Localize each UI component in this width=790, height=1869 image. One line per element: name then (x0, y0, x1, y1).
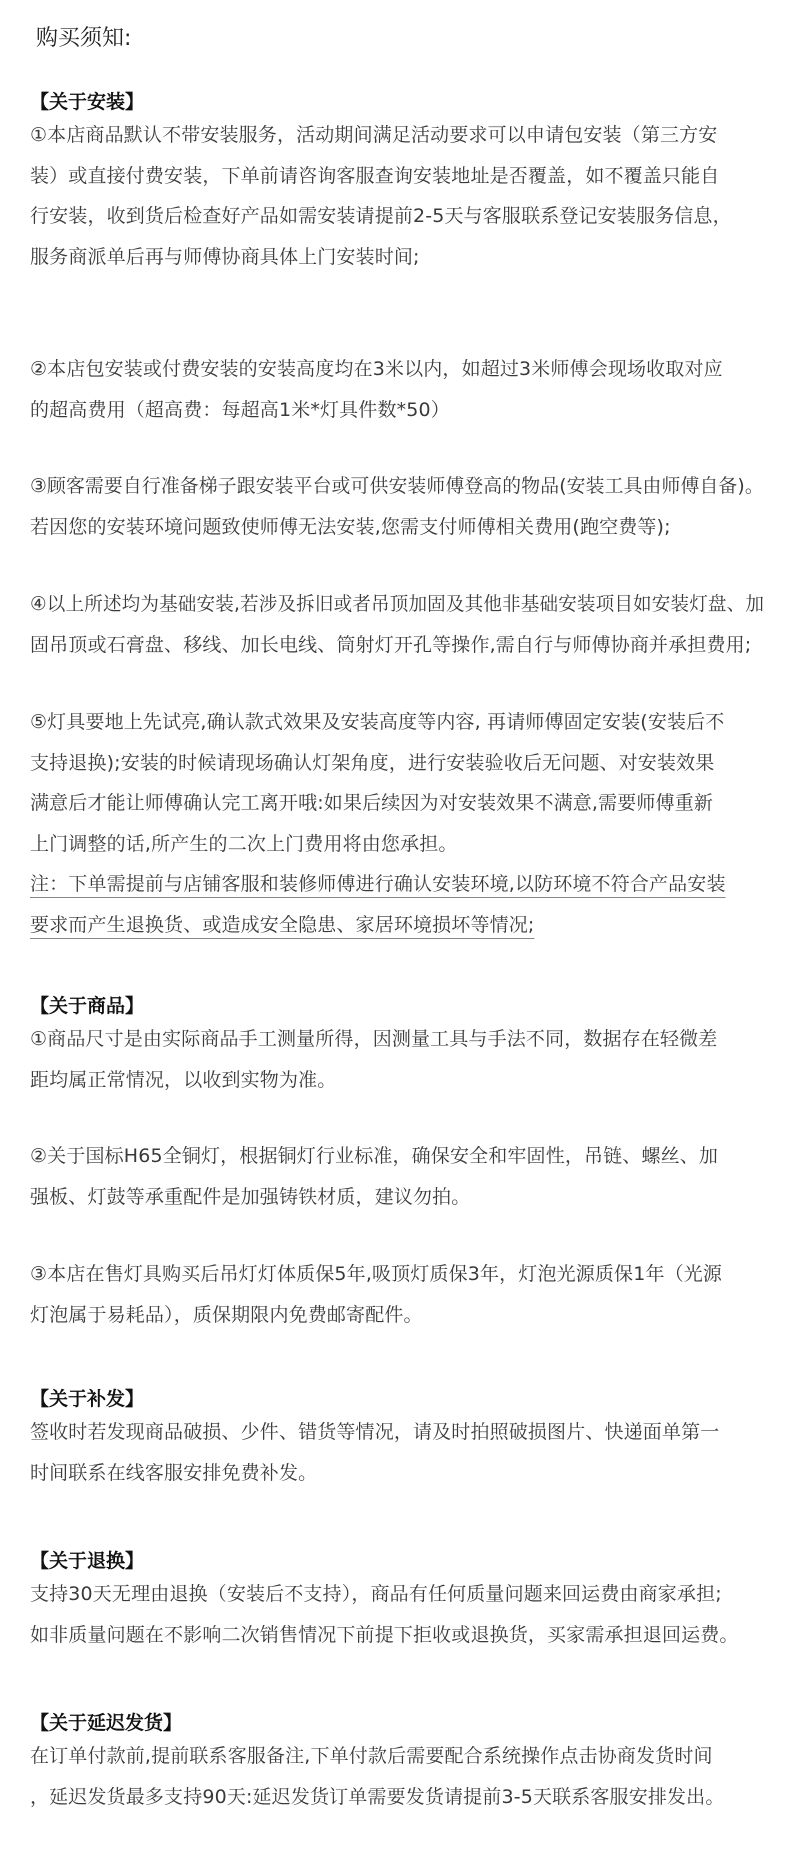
install-paragraph-3 (30, 466, 764, 547)
text-line: ②本店包安装或付费安装的安装高度均在3米以内，如超过3米师傅会现场收取对应 (30, 358, 723, 380)
reissue-paragraph (30, 1412, 764, 1493)
text-line: 支持30天无理由退换（安装后不支持），商品有任何质量问题来回运费由商家承担; (30, 1583, 722, 1605)
text-line: ⑤灯具要地上先试亮,确认款式效果及安装高度等内容, 再请师傅固定安装(安装后不 (30, 711, 725, 733)
text-line: ，延迟发货最多支持90天:延迟发货订单需要发货请提前3-5天联系客服安排发出。 (30, 1785, 725, 1808)
text-line: 时间联系在线客服安排免费补发。 (30, 1461, 318, 1484)
text-line: 的超高费用（超高费：每超高1米*灯具件数*50） (30, 398, 450, 421)
note-line: 注：下单需提前与店铺客服和装修师傅进行确认安装环境,以防环境不符合产品安装 (30, 873, 726, 895)
product-paragraph-2 (30, 1136, 764, 1217)
text-line: ①商品尺寸是由实际商品手工测量所得，因测量工具与手法不同，数据存在轻微差 (30, 1028, 718, 1050)
text-line: 如非质量问题在不影响二次销售情况下前提下拒收或退换货，买家需承担退回运费。 (30, 1623, 739, 1646)
section-heading-product: 【关于商品】 (30, 995, 145, 1017)
text-line: 距均属正常情况，以收到实物为准。 (30, 1068, 337, 1091)
text-line: 满意后才能让师傅确认完工离开哦:如果后续因为对安装效果不满意,需要师傅重新 (30, 792, 713, 815)
install-note (30, 864, 764, 945)
text-line: 固吊顶或石膏盘、移线、加长电线、筒射灯开孔等操作,需自行与师傅协商并承担费用; (30, 633, 752, 656)
install-paragraph-1 (30, 115, 764, 277)
text-line: ①本店商品默认不带安装服务，活动期间满足活动要求可以申请包安装（第三方安 (30, 124, 718, 146)
product-paragraph-3 (30, 1254, 764, 1335)
note-line: 要求而产生退换货、或造成安全隐患、家居环境损坏等情况; (30, 913, 535, 936)
install-paragraph-4 (30, 584, 764, 665)
delay-paragraph (30, 1736, 764, 1817)
text-line: 支持退换);安装的时候请现场确认灯架角度，进行安装验收后无问题、对安装效果 (30, 751, 715, 774)
install-paragraph-2 (30, 349, 764, 430)
install-paragraph-5 (30, 702, 764, 864)
text-line: ④以上所述均为基础安装,若涉及拆旧或者吊顶加固及其他非基础安装项目如安装灯盘、加 (30, 593, 765, 615)
text-line: 在订单付款前,提前联系客服备注,下单付款后需要配合系统操作点击协商发货时间 (30, 1745, 713, 1767)
text-line: ③本店在售灯具购买后吊灯灯体质保5年,吸顶灯质保3年，灯泡光源质保1年（光源 (30, 1263, 723, 1285)
text-line: ③顾客需要自行准备梯子跟安装平台或可供安装师傅登高的物品(安装工具由师傅自备)。 (30, 475, 764, 497)
text-line: 服务商派单后再与师傅协商具体上门安装时间; (30, 245, 420, 268)
text-line: ②关于国标H65全铜灯，根据铜灯行业标准，确保安全和牢固性，吊链、螺丝、加 (30, 1145, 719, 1167)
text-line: 若因您的安装环境问题致使师傅无法安装,您需支付师傅相关费用(跑空费等); (30, 515, 671, 538)
section-heading-delay: 【关于延迟发货】 (30, 1712, 183, 1734)
returns-paragraph (30, 1574, 764, 1655)
page-title: 购买须知: (36, 26, 132, 51)
section-heading-returns: 【关于退换】 (30, 1550, 145, 1572)
text-line: 装）或直接付费安装，下单前请咨询客服查询安装地址是否覆盖，如不覆盖只能自 (30, 164, 720, 187)
text-line: 上门调整的话,所产生的二次上门费用将由您承担。 (30, 832, 458, 855)
text-line: 灯泡属于易耗品），质保期限内免费邮寄配件。 (30, 1303, 423, 1326)
text-line: 签收时若发现商品破损、少件、错货等情况，请及时拍照破损图片、快递面单第一 (30, 1421, 720, 1443)
section-heading-install: 【关于安装】 (30, 91, 145, 113)
text-line: 强板、灯鼓等承重配件是加强铸铁材质，建议勿拍。 (30, 1185, 471, 1208)
text-line: 行安装，收到货后检查好产品如需安装请提前2-5天与客服联系登记安装服务信息， (30, 205, 732, 228)
section-heading-reissue: 【关于补发】 (30, 1388, 145, 1410)
product-paragraph-1 (30, 1019, 764, 1100)
